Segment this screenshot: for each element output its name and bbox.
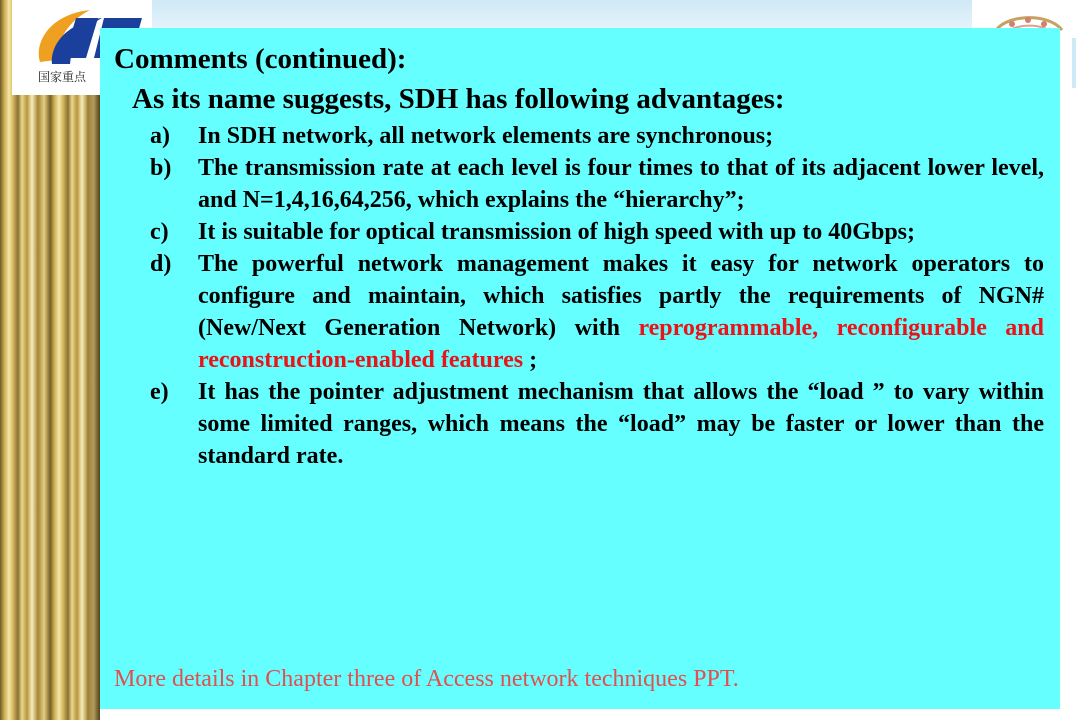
item-text — [198, 248, 1044, 376]
item-text: It is suitable for optical transmission of high speed with up to 40Gbps; — [198, 219, 915, 245]
item-marker: d) — [150, 251, 172, 277]
top-band — [152, 0, 1080, 28]
slide-title: Comments (continued): — [114, 43, 407, 75]
item-text: In SDH network, all network elements are synchronous; — [198, 123, 774, 149]
list-item — [112, 248, 1044, 376]
item-text: It has the pointer adjustment mechanism that allows the “load ” to vary within some limited ranges, which means the “load” may be faster or lower than the standard rate. — [198, 379, 1044, 469]
logo-text: 国家重点 — [38, 70, 87, 84]
list-item — [112, 152, 1044, 216]
slide-subtitle: As its name suggests, SDH has following advantages: — [132, 83, 785, 115]
item-marker: b) — [150, 155, 172, 181]
list-item — [112, 216, 1044, 248]
list-item — [112, 376, 1044, 472]
highlighted-features: reprogrammable, reconfigurable and reconstruction-enabled features — [198, 315, 1045, 373]
item-marker: c) — [150, 219, 169, 245]
advantages-list — [112, 120, 1044, 472]
item-marker: e) — [150, 379, 169, 405]
footer-note: More details in Chapter three of Access network techniques PPT. — [114, 666, 739, 692]
item-text: The transmission rate at each level is four times to that of its adjacent lower level, and N=1,4,16,64,256, which explains the “hierarchy”; — [198, 155, 1044, 213]
item-text-before: The powerful network management makes it easy for network operators to configure and maintain, which satisfies partly the requirements of NGN# (New/Next Generation Network) with — [198, 251, 1044, 341]
left-decorative-border — [0, 0, 100, 720]
content-panel — [100, 28, 1060, 709]
list-item — [112, 120, 1044, 152]
item-text-after: ; — [523, 347, 538, 373]
border-shadow — [86, 0, 100, 720]
item-marker: a) — [150, 123, 170, 149]
